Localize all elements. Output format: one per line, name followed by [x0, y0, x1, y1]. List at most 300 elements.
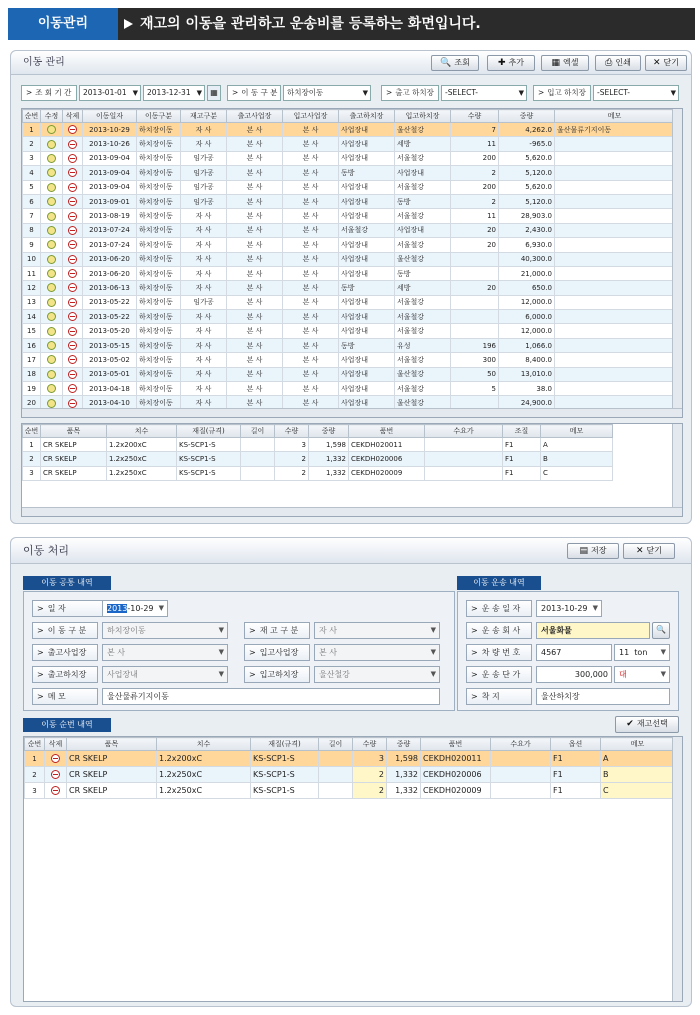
table-cell: 650.0	[499, 281, 555, 295]
column-header[interactable]: 중량	[499, 110, 555, 123]
table-cell: 본 사	[283, 353, 339, 367]
column-header[interactable]: 품목	[67, 738, 157, 751]
period-label: > 조 회 기 간	[21, 85, 77, 101]
table-cell: CEKDH020009	[421, 783, 491, 799]
table-cell	[555, 194, 675, 208]
window-titlebar	[11, 51, 691, 75]
table-cell: 하치장이동	[137, 382, 181, 396]
table-cell	[555, 353, 675, 367]
transport-section	[457, 591, 679, 711]
column-header[interactable]: 중량	[309, 425, 349, 438]
column-header[interactable]: 출고사업장	[227, 110, 283, 123]
stock-select-button[interactable]: ✔ 재고선택	[615, 716, 679, 733]
edit-icon[interactable]	[47, 355, 56, 364]
table-row[interactable]	[23, 338, 675, 352]
column-header[interactable]: 치수	[107, 425, 177, 438]
horizontal-scrollbar[interactable]	[22, 408, 682, 417]
out-yard-select[interactable]: -SELECT- ▼	[441, 85, 527, 101]
table-cell	[555, 382, 675, 396]
table-cell: 2013-04-18	[83, 382, 137, 396]
table-cell: 자 사	[181, 266, 227, 280]
table-row[interactable]	[23, 252, 675, 266]
table-cell: 하치장이동	[137, 367, 181, 381]
table-cell: 1.2x250xC	[157, 783, 251, 799]
table-row[interactable]	[23, 452, 613, 466]
table-row[interactable]	[25, 783, 675, 799]
table-row[interactable]	[23, 466, 613, 480]
table-cell: 14	[23, 310, 41, 324]
table-cell	[555, 324, 675, 338]
column-header[interactable]: 삭제	[63, 110, 83, 123]
column-header[interactable]: 품목	[41, 425, 107, 438]
order-section-tab: 이동 순번 내역	[23, 718, 111, 732]
window-title: 이동 처리	[23, 544, 70, 557]
table-cell: 자 사	[181, 382, 227, 396]
table-cell: 4,262.0	[499, 123, 555, 137]
table-cell: 임가공	[181, 295, 227, 309]
transport-price-label: > 운 송 단 가	[466, 666, 532, 683]
stock-type-select[interactable]: 자 사 ▼	[314, 622, 440, 639]
column-header[interactable]: 재질(규격)	[251, 738, 319, 751]
chevron-down-icon: ▼	[592, 604, 598, 612]
delete-icon[interactable]	[68, 298, 77, 307]
table-cell: -965.0	[499, 137, 555, 151]
column-header[interactable]: 이동일자	[83, 110, 137, 123]
table-cell: 사업장내	[395, 166, 451, 180]
table-cell: 자 사	[181, 281, 227, 295]
table-row[interactable]	[23, 281, 675, 295]
edit-icon[interactable]	[47, 240, 56, 249]
add-button[interactable]: ✚ 추가	[487, 55, 535, 71]
table-cell: 임가공	[181, 194, 227, 208]
edit-icon[interactable]	[47, 125, 56, 134]
table-cell: 8,400.0	[499, 353, 555, 367]
table-row[interactable]	[23, 310, 675, 324]
chevron-down-icon: ▼	[218, 648, 224, 656]
edit-icon[interactable]	[47, 327, 56, 336]
table-cell: 1,332	[387, 767, 421, 783]
delete-icon[interactable]	[51, 754, 60, 763]
column-header[interactable]: 수량	[353, 738, 387, 751]
table-cell: 11	[451, 209, 499, 223]
table-cell: 2	[275, 466, 309, 480]
table-row[interactable]	[23, 166, 675, 180]
table-cell: 본 사	[283, 382, 339, 396]
table-cell: 3	[275, 438, 309, 452]
column-header[interactable]: 품번	[349, 425, 425, 438]
table-cell: 2013-04-10	[83, 396, 137, 410]
car-number-input[interactable]: 4567	[536, 644, 612, 661]
table-cell: 서울철강	[395, 353, 451, 367]
table-cell: 자 사	[181, 324, 227, 338]
table-cell: 동방	[339, 166, 395, 180]
edit-icon[interactable]	[47, 399, 56, 408]
out-yard-label: > 출고하치장	[32, 666, 98, 683]
delete-icon[interactable]	[68, 283, 77, 292]
table-cell: 하치장이동	[137, 324, 181, 338]
column-header[interactable]: 입고사업장	[283, 110, 339, 123]
table-cell: 본 사	[227, 310, 283, 324]
common-section-tab: 이동 공통 내역	[23, 576, 111, 590]
column-header[interactable]: 삭제	[45, 738, 67, 751]
edit-icon[interactable]	[47, 255, 56, 264]
table-cell: 2013-10-29	[83, 123, 137, 137]
table-cell: 사업장내	[339, 151, 395, 165]
table-cell: 사업장내	[339, 252, 395, 266]
table-cell: 하치장이동	[137, 166, 181, 180]
edit-icon[interactable]	[47, 197, 56, 206]
table-cell: 본 사	[227, 338, 283, 352]
out-site-select[interactable]: 본 사 ▼	[102, 644, 228, 661]
table-cell: F1	[503, 438, 541, 452]
column-header[interactable]: 품번	[421, 738, 491, 751]
table-row[interactable]	[23, 123, 675, 137]
destination-input[interactable]: 울산하치장	[536, 688, 670, 705]
table-cell	[451, 310, 499, 324]
table-cell: 1,066.0	[499, 338, 555, 352]
table-cell	[491, 751, 551, 767]
edit-icon[interactable]	[47, 183, 56, 192]
excel-button[interactable]: ▦ 엑셀	[541, 55, 589, 71]
check-icon: ✔	[626, 719, 634, 729]
table-cell: 울산철강	[395, 396, 451, 410]
vertical-scrollbar[interactable]	[672, 109, 682, 417]
table-cell: KS-SCP1-S	[177, 452, 241, 466]
move-type-select[interactable]: 하치장이동 ▼	[102, 622, 228, 639]
table-cell	[555, 281, 675, 295]
table-cell: 본 사	[227, 266, 283, 280]
delete-icon[interactable]	[68, 197, 77, 206]
column-header[interactable]: 재질(규격)	[177, 425, 241, 438]
column-header[interactable]: 입고하치장	[395, 110, 451, 123]
out-yard-select[interactable]: 사업장내 ▼	[102, 666, 228, 683]
column-header[interactable]: 수량	[275, 425, 309, 438]
table-row[interactable]	[23, 295, 675, 309]
edit-icon[interactable]	[47, 298, 56, 307]
table-row[interactable]	[23, 382, 675, 396]
table-cell: 본 사	[227, 324, 283, 338]
table-row[interactable]	[23, 353, 675, 367]
ton-select[interactable]: 11 ton ▼	[614, 644, 670, 661]
table-cell: KS-SCP1-S	[251, 767, 319, 783]
table-cell: CEKDH020009	[349, 466, 425, 480]
table-cell	[491, 767, 551, 783]
table-cell: CR SKELP	[41, 452, 107, 466]
table-cell: 본 사	[227, 238, 283, 252]
table-cell: 서울철강	[339, 223, 395, 237]
table-cell: KS-SCP1-S	[177, 466, 241, 480]
table-cell: 200	[451, 180, 499, 194]
table-cell: 15	[23, 324, 41, 338]
column-header[interactable]: 길이	[241, 425, 275, 438]
move-type-select[interactable]: 하치장이동 ▼	[283, 85, 371, 101]
table-row[interactable]	[23, 238, 675, 252]
table-cell: 13	[23, 295, 41, 309]
table-cell: 5,120.0	[499, 166, 555, 180]
chevron-down-icon: ▼	[430, 670, 436, 678]
table-cell: 1,332	[309, 466, 349, 480]
table-cell: 본 사	[227, 137, 283, 151]
move-order-grid	[23, 736, 683, 1002]
transport-company-input[interactable]: 서울화물	[536, 622, 650, 639]
table-cell: 2013-07-24	[83, 238, 137, 252]
table-row[interactable]	[23, 209, 675, 223]
table-cell: 본 사	[283, 194, 339, 208]
column-header[interactable]: 이동구분	[137, 110, 181, 123]
table-cell	[555, 238, 675, 252]
table-cell: 2,430.0	[499, 223, 555, 237]
table-cell: 196	[451, 338, 499, 352]
table-cell: 사업장내	[339, 209, 395, 223]
table-cell: A	[541, 438, 613, 452]
table-cell: B	[541, 452, 613, 466]
close-button[interactable]: ✕ 닫기	[623, 543, 675, 559]
date-from-select[interactable]: 2013-01-01 ▼	[79, 85, 141, 101]
column-header[interactable]: 옵션	[551, 738, 601, 751]
table-cell: 울산철강	[395, 367, 451, 381]
edit-icon[interactable]	[47, 283, 56, 292]
column-header[interactable]: 재고구분	[181, 110, 227, 123]
delete-icon[interactable]	[68, 312, 77, 321]
table-row[interactable]	[23, 137, 675, 151]
table-cell: 자 사	[181, 238, 227, 252]
table-cell: 사업장내	[339, 324, 395, 338]
table-cell: 자 사	[181, 310, 227, 324]
table-cell: 20	[23, 396, 41, 410]
save-icon: ▤	[579, 546, 589, 556]
delete-icon[interactable]	[68, 140, 77, 149]
table-cell: 하치장이동	[137, 353, 181, 367]
column-header[interactable]: 수정	[41, 110, 63, 123]
table-cell: 1,332	[387, 783, 421, 799]
table-cell: 24,900.0	[499, 396, 555, 410]
column-header[interactable]: 메모	[541, 425, 613, 438]
print-button[interactable]: ⎙ 인쇄	[595, 55, 641, 71]
price-unit-select[interactable]: 대 ▼	[614, 666, 670, 683]
transport-date-label: > 운 송 일 자	[466, 600, 532, 617]
table-cell: 본 사	[283, 180, 339, 194]
table-row[interactable]	[23, 194, 675, 208]
table-cell: 사업장내	[339, 266, 395, 280]
table-cell: 하치장이동	[137, 338, 181, 352]
table-cell: 2	[275, 452, 309, 466]
search-icon[interactable]: 🔍	[652, 622, 670, 639]
table-row[interactable]	[23, 223, 675, 237]
edit-icon[interactable]	[47, 154, 56, 163]
out-site-label: > 출고사업장	[32, 644, 98, 661]
table-cell: 본 사	[227, 180, 283, 194]
transport-date-select[interactable]: 2013-10-29 ▼	[536, 600, 602, 617]
table-row[interactable]	[25, 767, 675, 783]
delete-icon[interactable]	[68, 125, 77, 134]
column-header[interactable]: 순번	[23, 110, 41, 123]
date-label: > 일 자	[32, 600, 116, 617]
table-cell: CR SKELP	[41, 466, 107, 480]
chevron-down-icon: ▼	[218, 670, 224, 678]
memo-input[interactable]: 울산물류기지이동	[102, 688, 440, 705]
table-cell: 본 사	[227, 209, 283, 223]
column-header[interactable]: 순번	[25, 738, 45, 751]
delete-icon[interactable]	[68, 240, 77, 249]
chevron-down-icon: ▼	[196, 89, 202, 97]
table-cell: 본 사	[283, 396, 339, 410]
column-header[interactable]: 출고하치장	[339, 110, 395, 123]
edit-icon[interactable]	[47, 168, 56, 177]
delete-icon[interactable]	[51, 786, 60, 795]
table-row[interactable]	[23, 324, 675, 338]
delete-icon[interactable]	[68, 327, 77, 336]
in-yard-select[interactable]: 울산철강 ▼	[314, 666, 440, 683]
delete-icon[interactable]	[68, 183, 77, 192]
table-cell	[425, 438, 503, 452]
table-cell: 본 사	[283, 281, 339, 295]
column-header[interactable]: 중량	[387, 738, 421, 751]
table-cell: 12,000.0	[499, 324, 555, 338]
table-cell: 임가공	[181, 180, 227, 194]
vertical-scrollbar[interactable]	[672, 424, 682, 516]
table-cell: 사업장내	[339, 180, 395, 194]
table-cell	[555, 166, 675, 180]
in-site-select[interactable]: 본 사 ▼	[314, 644, 440, 661]
table-cell: 1.2x200xC	[107, 438, 177, 452]
close-button[interactable]: ✕ 닫기	[645, 55, 687, 71]
table-cell: 하치장이동	[137, 295, 181, 309]
table-cell: F1	[503, 452, 541, 466]
table-cell: 5,620.0	[499, 151, 555, 165]
column-header[interactable]: 길이	[319, 738, 353, 751]
search-button[interactable]: 🔍 조회	[431, 55, 479, 71]
table-cell	[319, 751, 353, 767]
transport-price-input[interactable]: 300,000	[536, 666, 612, 683]
edit-icon[interactable]	[47, 226, 56, 235]
edit-icon[interactable]	[47, 212, 56, 221]
table-cell: 울산물류기지이동	[555, 123, 675, 137]
table-row[interactable]	[23, 266, 675, 280]
table-cell: 서울철강	[395, 382, 451, 396]
in-yard-select[interactable]: -SELECT- ▼	[593, 85, 679, 101]
column-header[interactable]: 순번	[23, 425, 41, 438]
horizontal-scrollbar[interactable]	[22, 507, 682, 516]
column-header[interactable]: 수요가	[425, 425, 503, 438]
out-yard-label: > 출고 하치장	[381, 85, 439, 101]
table-cell: 본 사	[227, 194, 283, 208]
column-header[interactable]: 메모	[601, 738, 675, 751]
table-cell: 사업장내	[339, 353, 395, 367]
edit-icon[interactable]	[47, 140, 56, 149]
in-site-label: > 입고사업장	[244, 644, 310, 661]
chevron-down-icon: ▼	[132, 89, 138, 97]
table-cell: CR SKELP	[41, 438, 107, 452]
delete-icon[interactable]	[68, 370, 77, 379]
window-titlebar	[11, 538, 691, 564]
column-header[interactable]: 메모	[555, 110, 675, 123]
vertical-scrollbar[interactable]	[672, 737, 682, 1001]
table-cell: C	[541, 466, 613, 480]
table-cell: 본 사	[283, 238, 339, 252]
table-cell: 세방	[395, 281, 451, 295]
table-cell: 5	[451, 382, 499, 396]
edit-icon[interactable]	[47, 341, 56, 350]
calendar-icon[interactable]: ▦	[207, 85, 221, 101]
delete-icon[interactable]	[68, 355, 77, 364]
table-cell	[555, 223, 675, 237]
table-cell: 자 사	[181, 252, 227, 266]
table-cell: KS-SCP1-S	[251, 751, 319, 767]
edit-icon[interactable]	[47, 370, 56, 379]
table-cell: 사업장내	[339, 123, 395, 137]
table-cell	[555, 252, 675, 266]
table-row[interactable]	[23, 151, 675, 165]
table-row[interactable]	[23, 438, 613, 452]
table-cell: 2	[353, 767, 387, 783]
delete-icon[interactable]	[68, 212, 77, 221]
table-row[interactable]	[25, 751, 675, 767]
table-cell: 본 사	[283, 166, 339, 180]
table-cell: 1.2x250xC	[157, 767, 251, 783]
car-number-label: > 차 량 번 호	[466, 644, 532, 661]
stock-type-label: > 재 고 구 분	[244, 622, 310, 639]
chevron-down-icon: ▼	[218, 626, 224, 634]
table-cell: 1	[25, 751, 45, 767]
edit-icon[interactable]	[47, 312, 56, 321]
table-cell: 서울철강	[395, 151, 451, 165]
table-cell: 세방	[395, 137, 451, 151]
table-cell: 7	[23, 209, 41, 223]
table-cell	[491, 783, 551, 799]
date-select[interactable]: 2013-10-29 ▼	[102, 600, 168, 617]
table-cell	[555, 295, 675, 309]
table-cell: 본 사	[227, 367, 283, 381]
table-cell	[241, 452, 275, 466]
delete-icon[interactable]	[68, 226, 77, 235]
delete-icon[interactable]	[68, 341, 77, 350]
edit-icon[interactable]	[47, 384, 56, 393]
close-icon: ✕	[652, 58, 661, 68]
column-header[interactable]: 수량	[451, 110, 499, 123]
table-cell	[555, 266, 675, 280]
column-header[interactable]: 치수	[157, 738, 251, 751]
table-cell: 2	[353, 783, 387, 799]
date-to-select[interactable]: 2013-12-31 ▼	[143, 85, 205, 101]
column-header[interactable]: 수요가	[491, 738, 551, 751]
table-cell: 본 사	[227, 223, 283, 237]
table-cell	[555, 367, 675, 381]
chevron-down-icon: ▼	[430, 626, 436, 634]
table-cell: 자 사	[181, 123, 227, 137]
common-section	[23, 591, 455, 711]
delete-icon[interactable]	[68, 399, 77, 408]
save-button[interactable]: ▤ 저장	[567, 543, 619, 559]
table-row[interactable]	[23, 367, 675, 381]
arrow-icon	[124, 19, 133, 29]
table-cell: 1.2x200xC	[157, 751, 251, 767]
destination-label: > 착 지	[466, 688, 532, 705]
table-cell: 본 사	[283, 310, 339, 324]
delete-icon[interactable]	[68, 255, 77, 264]
edit-icon[interactable]	[47, 269, 56, 278]
delete-icon[interactable]	[68, 269, 77, 278]
delete-icon[interactable]	[51, 770, 60, 779]
delete-icon[interactable]	[68, 154, 77, 163]
table-cell: 사업장내	[339, 137, 395, 151]
table-cell: 서울철강	[395, 324, 451, 338]
column-header[interactable]: 조질	[503, 425, 541, 438]
delete-icon[interactable]	[68, 168, 77, 177]
delete-icon[interactable]	[68, 384, 77, 393]
table-cell: 하치장이동	[137, 151, 181, 165]
table-cell: 12,000.0	[499, 295, 555, 309]
table-row[interactable]	[23, 180, 675, 194]
